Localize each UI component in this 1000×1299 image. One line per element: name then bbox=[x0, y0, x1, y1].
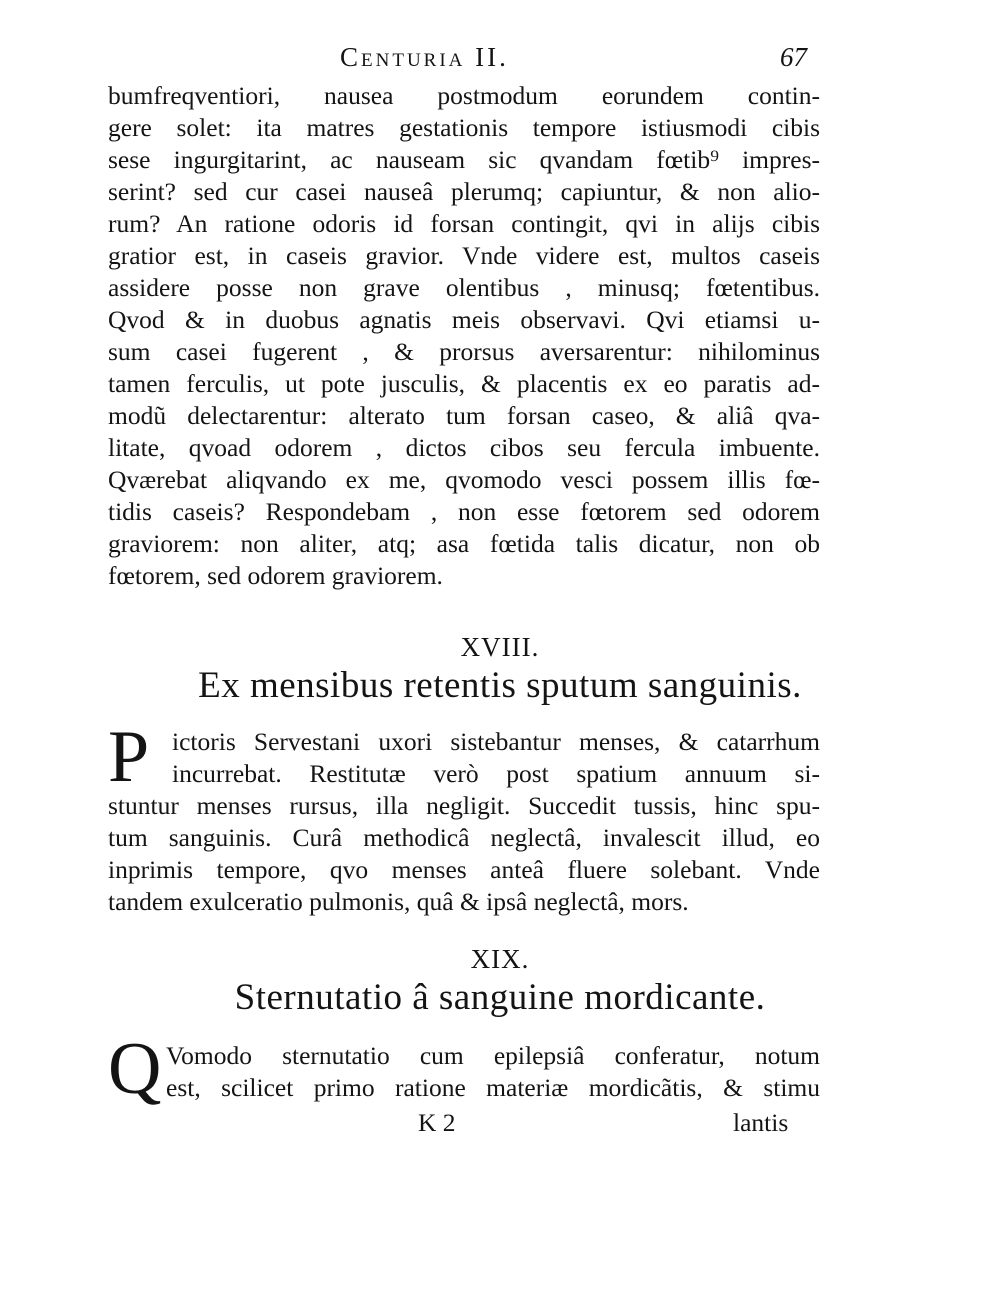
text-line: bumfreqventiori, nausea postmodum eorundem contin- bbox=[108, 81, 820, 110]
text-line: Vomodo sternutatio cum epilepsiâ conferatur, notum bbox=[166, 1041, 820, 1070]
text-line: fœtorem, sed odorem graviorem. bbox=[108, 561, 443, 590]
page-number: 67 bbox=[780, 42, 807, 72]
text-line: assidere posse non grave olentibus , minusq; fœtentibus. bbox=[108, 273, 820, 302]
section-heading-18: Ex mensibus retentis sputum sanguinis. bbox=[198, 665, 802, 706]
section-18-paragraph bbox=[108, 716, 820, 918]
opening-paragraph bbox=[108, 80, 820, 592]
text-line: tidis caseis? Respondebam , non esse fœtorem sed odorem bbox=[108, 497, 820, 526]
section-number-19: XIX. bbox=[470, 944, 530, 974]
text-line: modũ delectarentur: alterato tum forsan caseo, & aliâ qva- bbox=[108, 401, 820, 430]
catchword: lantis bbox=[733, 1108, 789, 1137]
text-line: stuntur menses rursus, illa negligit. Succedit tussis, hinc spu- bbox=[108, 791, 820, 820]
text-line: tum sanguinis. Curâ methodicâ neglectâ, invalescit illud, eo bbox=[108, 823, 820, 852]
signature-mark: K 2 bbox=[418, 1108, 456, 1137]
text-line: gere solet: ita matres gestationis tempore istiusmodi cibis bbox=[108, 113, 820, 142]
text-line: graviorem: non aliter, atq; asa fœtida talis dicatur, non ob bbox=[108, 529, 820, 558]
text-line: incurrebat. Restitutæ verò post spatium annuum si- bbox=[172, 759, 820, 788]
text-line: serint? sed cur casei nauseâ plerumq; capiuntur, & non alio- bbox=[108, 177, 820, 206]
text-line: rum? An ratione odoris id forsan contingit, qvi in alijs cibis bbox=[108, 209, 820, 238]
text-line: est, scilicet primo ratione materiæ mordicãtis, & stimu bbox=[166, 1073, 820, 1102]
running-head bbox=[0, 38, 1000, 78]
drop-cap: Q bbox=[108, 1028, 162, 1110]
text-line: tandem exulceratio pulmonis, quâ & ipsâ neglectâ, mors. bbox=[108, 887, 689, 916]
page-footer bbox=[0, 1108, 1000, 1142]
drop-cap: P bbox=[108, 716, 150, 798]
text-line: Qværebat aliqvando ex me, qvomodo vesci possem illis fœ- bbox=[108, 465, 820, 494]
section-number-18: XVIII. bbox=[460, 632, 540, 662]
text-line: sum casei fugerent , & prorsus aversarentur: nihilominus bbox=[108, 337, 820, 366]
text-line: ictoris Servestani uxori sistebantur menses, & catarrhum bbox=[172, 727, 820, 756]
running-title: Centuria II. bbox=[340, 42, 509, 72]
text-line: litate, qvoad odorem , dictos cibos seu fercula imbuente. bbox=[108, 433, 820, 462]
text-line: inprimis tempore, qvo menses anteâ fluere solebant. Vnde bbox=[108, 855, 820, 884]
section-19-paragraph bbox=[108, 1028, 820, 1110]
text-line: Qvod & in duobus agnatis meis observavi. Qvi etiamsi u- bbox=[108, 305, 820, 334]
text-line: gratior est, in caseis gravior. Vnde videre est, multos caseis bbox=[108, 241, 820, 270]
text-line: tamen ferculis, ut pote jusculis, & placentis ex eo paratis ad- bbox=[108, 369, 820, 398]
text-line: sese ingurgitarint, ac nauseam sic qvandam fœtib⁹ impres- bbox=[108, 145, 820, 174]
section-heading-19: Sternutatio â sanguine mordicante. bbox=[234, 977, 766, 1018]
